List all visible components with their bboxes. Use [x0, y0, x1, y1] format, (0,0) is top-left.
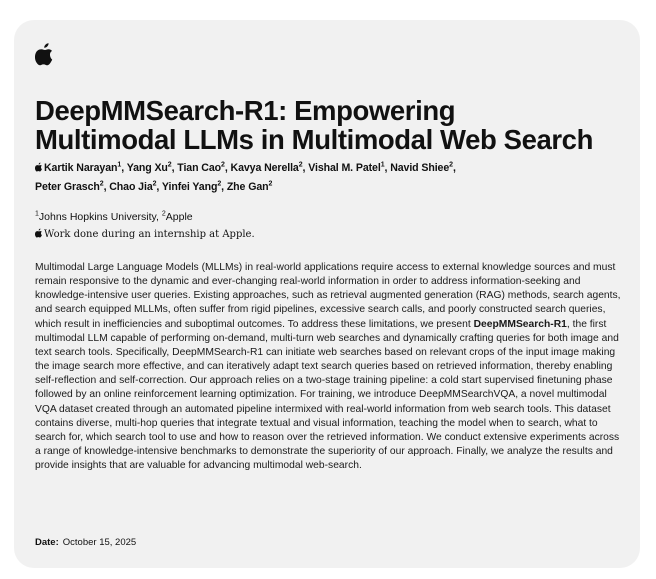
publication-date — [35, 536, 136, 550]
internship-footnote: Work done during an internship at Apple. — [35, 228, 255, 242]
author: Peter Grasch$^2$ — [35, 180, 104, 193]
author: Navid Shiee$^2$ — [390, 161, 453, 174]
title-line-1: DeepMMSearch-R1: Empowering — [35, 95, 456, 126]
author: Tian Cao$^2$ — [177, 161, 225, 174]
model-name: DeepMMSearch-R1 — [473, 318, 567, 330]
affiliations: $^1$Johns Hopkins University, $^2$Apple — [35, 210, 193, 223]
author: Kavya Nerella$^2$ — [230, 161, 303, 174]
author: Zhe Gan$^2$ — [226, 180, 273, 193]
author: Yinfei Yang$^2$ — [161, 180, 222, 193]
affiliation: Apple — [165, 211, 193, 223]
affiliation: Johns Hopkins University — [38, 211, 157, 223]
author: Chao Jia$^2$ — [109, 180, 157, 193]
date-label: Date: — [35, 537, 59, 548]
title-line-2: Multimodal LLMs in Multimodal Web Search — [35, 124, 593, 155]
apple-mark-icon — [35, 162, 43, 172]
abstract: Multimodal Large Language Models (MLLMs) in real-world applications require access to external knowledge sources and must remain responsive to the dynamic and ever-changing real-world information in order to address information-seeking and knowledge-intensive user queries. Existing approaches, such as retrieval augmented generation (RAG) methods, search agents, and search equipped MLLMs, often suffer from rigid pipelines, excessive search calls, and poorly constructed search queries, which result in inefficiencies and suboptimal outcomes. To address these limitations, we present DeepMMSearch-R1, the first multimodal LLM capable of performing on-demand, multi-turn web searches and dynamically crafting queries for both image and text search tools. Specifically, DeepMMSearch-R1 can initiate web searches based on relevant crops of the input image making the image search more effective, and can iteratively adapt text search queries based on retrieved information, thereby enabling self-reflection and self-correction. Our approach relies on a two-stage training pipeline: a cold start supervised finetuning phase followed by an online reinforcement learning optimization. For training, we introduce DeepMMSearchVQA, a novel multimodal VQA dataset created through an automated pipeline intermixed with real-world information from web search tools. This dataset contains diverse, multi-hop queries that integrate textual and visual information, teaching the model when to search, what to search for, which search tool to use and how to reason over the retrieved information. We conduct extensive experiments across a range of knowledge-intensive benchmarks to demonstrate the superiority of our approach. Finally, we analyze the results and provide insights that are valuable for advancing multimodal web-search. — [35, 262, 621, 472]
author-list: Kartik Narayan$^1$, Yang Xu$^2$, Tian Cao$^2$, Kavya Nerella$^2$, Vishal M. Patel$^1$, Navid Shiee$^2$, Peter Grasch$^2$, Chao Jia$^2$, Yinfei Yang$^2$, Zhe Gan$^2$ — [35, 161, 456, 193]
author: Vishal M. Patel$^1$ — [308, 161, 385, 174]
author: Kartik Narayan$^1$ — [35, 162, 121, 174]
date-value: October 15, 2025 — [62, 537, 137, 548]
paper-title — [35, 96, 635, 154]
author: Yang Xu$^2$ — [126, 161, 172, 174]
apple-logo-icon — [35, 42, 55, 66]
apple-mark-icon — [35, 228, 43, 238]
paper-header-card — [14, 20, 640, 568]
